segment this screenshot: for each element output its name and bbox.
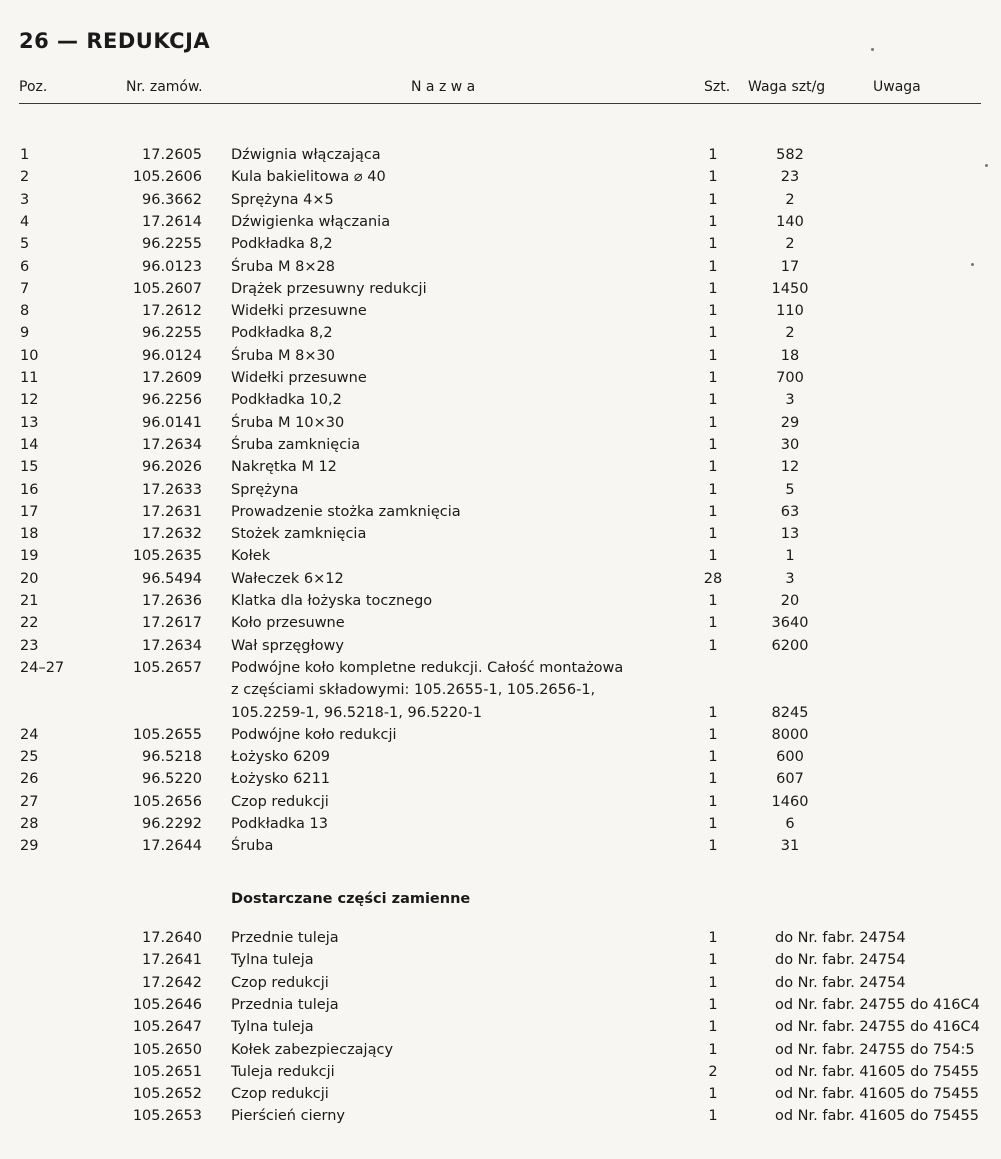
cell-uwaga: od Nr. fabr. 41605 do 75455	[775, 1108, 979, 1125]
cell-szt: 1	[708, 191, 718, 208]
cell-waga: 6200	[771, 637, 809, 654]
header-szt: Szt.	[704, 79, 731, 95]
cell-szt: 1	[708, 303, 718, 320]
page-title: 26 — REDUKCJA	[19, 29, 211, 53]
cell-szt: 1	[708, 593, 718, 609]
cell-nazwa: Tylna tuleja	[231, 1019, 314, 1036]
cell-poz: 18	[20, 526, 39, 543]
cell-nr: 105.2635	[132, 548, 202, 565]
spares-heading: Dostarczane części zamienne	[231, 891, 471, 907]
cell-poz: 22	[20, 615, 39, 632]
cell-nr: 96.2255	[142, 325, 202, 342]
cell-nazwa: Tuleja redukcji	[231, 1063, 335, 1080]
cell-nazwa: Stożek zamknięcia	[231, 526, 367, 543]
cell-szt: 1	[708, 615, 718, 632]
cell-poz: 14	[20, 436, 39, 453]
cell-szt: 28	[703, 570, 723, 587]
cell-szt: 1	[708, 258, 718, 275]
cell-waga: 29	[780, 414, 800, 431]
spare-row	[0, 994, 1001, 1016]
cell-szt: 1	[708, 771, 718, 788]
table-row	[0, 813, 1001, 835]
cell-uwaga: od Nr. fabr. 41605 do 75455	[775, 1086, 979, 1103]
table-row	[0, 791, 1001, 813]
cell-waga: 110	[776, 303, 804, 320]
cell-poz: 5	[20, 236, 30, 253]
spare-row	[0, 1083, 1001, 1105]
cell-uwaga: do Nr. fabr. 24754	[775, 930, 906, 946]
table-row	[0, 322, 1001, 344]
cell-waga: 582	[776, 147, 804, 163]
cell-szt: 1	[708, 1041, 718, 1058]
cell-poz: 8	[20, 303, 30, 320]
cell-nr: 96.3662	[142, 191, 202, 208]
cell-poz: 23	[20, 637, 39, 654]
cell-poz: 28	[20, 816, 39, 832]
cell-nazwa: Podkładka 8,2	[231, 325, 333, 342]
cell-nr: 96.0124	[142, 347, 202, 364]
cell-waga: 3	[785, 570, 795, 587]
cell-uwaga: od Nr. fabr. 24755 do 754:5	[775, 1041, 975, 1058]
cell-nazwa: Czop redukcji	[231, 974, 329, 991]
header-waga: Waga szt/g	[748, 79, 826, 95]
cell-szt: 1	[708, 793, 718, 810]
cell-nr: 17.2617	[142, 615, 202, 632]
table-row	[0, 434, 1001, 456]
cell-szt: 1	[708, 370, 718, 386]
cell-szt: 1	[708, 280, 718, 297]
cell-poz: 17	[20, 503, 39, 520]
cell-poz: 13	[20, 414, 39, 431]
cell-nazwa: Koło przesuwne	[231, 615, 345, 632]
cell-waga: 600	[776, 749, 804, 766]
table-row	[0, 702, 1001, 724]
cell-waga: 2	[785, 191, 795, 208]
cell-nr: 17.2631	[142, 503, 202, 520]
spare-row	[0, 949, 1001, 971]
table-row	[0, 612, 1001, 634]
spare-row	[0, 972, 1001, 994]
cell-nazwa: Sprężyna	[231, 481, 299, 498]
cell-waga: 607	[776, 771, 804, 788]
cell-szt: 1	[708, 347, 718, 364]
cell-waga: 17	[780, 258, 800, 275]
cell-waga: 12	[780, 459, 800, 476]
cell-nr: 17.2641	[142, 952, 202, 969]
cell-szt: 1	[708, 392, 718, 409]
cell-szt: 1	[708, 952, 718, 969]
cell-nazwa: Śruba zamknięcia	[231, 436, 361, 453]
cell-nr: 105.2647	[132, 1019, 202, 1036]
table-row	[0, 657, 1001, 679]
cell-waga: 1460	[771, 793, 809, 810]
table-row	[0, 479, 1001, 501]
cell-waga: 13	[780, 526, 800, 543]
cell-szt: 1	[708, 726, 718, 743]
spare-row	[0, 1105, 1001, 1127]
table-row	[0, 412, 1001, 434]
cell-nazwa: Przednia tuleja	[231, 996, 339, 1013]
cell-szt: 1	[708, 236, 718, 253]
cell-poz: 24–27	[20, 659, 65, 676]
spare-row	[0, 1016, 1001, 1038]
cell-waga: 18	[780, 347, 800, 364]
cell-nazwa: Klatka dla łożyska tocznego	[231, 593, 433, 609]
table-row	[0, 278, 1001, 300]
cell-szt: 1	[708, 838, 718, 855]
table-row	[0, 367, 1001, 389]
cell-szt: 1	[708, 436, 718, 453]
cell-waga: 23	[780, 169, 800, 186]
table-row	[0, 746, 1001, 768]
cell-szt: 1	[708, 996, 718, 1013]
cell-nazwa: Widełki przesuwne	[231, 370, 367, 386]
header-nazwa: N a z w a	[411, 79, 476, 95]
cell-poz: 7	[20, 280, 30, 297]
table-row	[0, 835, 1001, 857]
table-row	[0, 501, 1001, 523]
cell-nr: 17.2640	[142, 930, 202, 946]
cell-nazwa: z częściami składowymi: 105.2655-1, 105.2656-1,	[231, 682, 596, 699]
cell-nazwa: Dźwignia włączająca	[231, 147, 381, 163]
cell-nazwa: Podkładka 10,2	[231, 392, 342, 409]
table-row	[0, 523, 1001, 545]
cell-szt: 1	[708, 749, 718, 766]
cell-nazwa: Łożysko 6209	[231, 749, 331, 766]
cell-nr: 105.2606	[132, 169, 202, 186]
cell-nr: 96.2026	[142, 459, 202, 476]
cell-nazwa: Wałeczek 6×12	[231, 570, 344, 587]
cell-uwaga: do Nr. fabr. 24754	[775, 952, 906, 969]
cell-nazwa: Widełki przesuwne	[231, 303, 367, 320]
cell-waga: 1450	[771, 280, 809, 297]
cell-waga: 20	[780, 593, 800, 609]
table-row	[0, 256, 1001, 278]
table-row	[0, 456, 1001, 478]
cell-waga: 8245	[771, 704, 809, 721]
cell-szt: 1	[708, 1086, 718, 1103]
cell-nr: 105.2657	[132, 659, 202, 676]
table-row	[0, 300, 1001, 322]
print-speck	[971, 263, 974, 266]
cell-waga: 2	[785, 325, 795, 342]
cell-nr: 17.2605	[142, 147, 202, 163]
cell-waga: 3	[785, 392, 795, 409]
cell-nazwa: Podkładka 8,2	[231, 236, 333, 253]
cell-nr: 17.2614	[142, 213, 202, 230]
cell-nr: 96.2255	[142, 236, 202, 253]
cell-uwaga: od Nr. fabr. 24755 do 416C4	[775, 1019, 980, 1036]
cell-poz: 11	[20, 370, 39, 386]
cell-nazwa: Podwójne koło kompletne redukcji. Całość montażowa	[231, 659, 624, 676]
cell-waga: 8000	[771, 726, 809, 743]
table-row	[0, 211, 1001, 233]
cell-nr: 96.5218	[142, 749, 202, 766]
cell-nazwa: Prowadzenie stożka zamknięcia	[231, 503, 461, 520]
cell-szt: 1	[708, 1019, 718, 1036]
cell-nr: 105.2651	[132, 1063, 202, 1080]
cell-nr: 105.2652	[132, 1086, 202, 1103]
table-row	[0, 189, 1001, 211]
cell-nr: 105.2656	[132, 793, 202, 810]
table-row	[0, 166, 1001, 188]
cell-szt: 1	[708, 974, 718, 991]
cell-nr: 105.2655	[132, 726, 202, 743]
header-poz: Poz.	[19, 79, 48, 95]
cell-szt: 1	[708, 169, 718, 186]
cell-nazwa: Czop redukcji	[231, 793, 329, 810]
cell-nazwa: Przednie tuleja	[231, 930, 339, 946]
cell-waga: 30	[780, 436, 800, 453]
cell-waga: 5	[785, 481, 795, 498]
table-row	[0, 345, 1001, 367]
print-speck	[871, 48, 874, 51]
cell-poz: 21	[20, 593, 39, 609]
cell-nazwa: Pierścień cierny	[231, 1108, 346, 1125]
cell-waga: 2	[785, 236, 795, 253]
table-row	[0, 590, 1001, 612]
cell-szt: 2	[708, 1063, 718, 1080]
cell-nazwa: Śruba M 8×30	[231, 347, 335, 364]
cell-waga: 700	[776, 370, 804, 386]
cell-poz: 26	[20, 771, 39, 788]
cell-uwaga: do Nr. fabr. 24754	[775, 974, 906, 991]
cell-szt: 1	[708, 325, 718, 342]
cell-nazwa: Kula bakielitowa ⌀ 40	[231, 169, 386, 186]
header-uwaga: Uwaga	[873, 79, 921, 95]
cell-nr: 105.2653	[132, 1108, 202, 1125]
cell-nazwa: Kołek	[231, 548, 271, 565]
cell-nr: 96.5494	[142, 570, 202, 587]
cell-uwaga: od Nr. fabr. 41605 do 75455	[775, 1063, 979, 1080]
cell-szt: 1	[708, 213, 718, 230]
cell-poz: 15	[20, 459, 39, 476]
cell-poz: 4	[20, 213, 30, 230]
cell-waga: 6	[785, 816, 795, 832]
cell-nazwa: Podkładka 13	[231, 816, 328, 832]
cell-szt: 1	[708, 459, 718, 476]
cell-nr: 105.2650	[132, 1041, 202, 1058]
cell-waga: 140	[776, 213, 804, 230]
table-row	[0, 545, 1001, 567]
spare-row	[0, 1039, 1001, 1061]
cell-nr: 17.2634	[142, 436, 202, 453]
table-row	[0, 635, 1001, 657]
cell-szt: 1	[708, 637, 718, 654]
cell-poz: 16	[20, 481, 39, 498]
cell-szt: 1	[708, 147, 718, 163]
cell-nazwa: Dźwigienka włączania	[231, 213, 391, 230]
cell-poz: 29	[20, 838, 39, 855]
table-row	[0, 389, 1001, 411]
cell-szt: 1	[708, 503, 718, 520]
cell-nr: 17.2636	[142, 593, 202, 609]
cell-nazwa: 105.2259-1, 96.5218-1, 96.5220-1	[231, 704, 482, 721]
cell-nr: 96.5220	[142, 771, 202, 788]
cell-nr: 17.2634	[142, 637, 202, 654]
cell-szt: 1	[708, 930, 718, 946]
cell-nr: 105.2646	[132, 996, 202, 1013]
table-row	[0, 233, 1001, 255]
cell-nazwa: Kołek zabezpieczający	[231, 1041, 394, 1058]
cell-waga: 1	[785, 548, 795, 565]
cell-szt: 1	[708, 704, 718, 721]
cell-nr: 17.2612	[142, 303, 202, 320]
cell-szt: 1	[708, 1108, 718, 1125]
cell-poz: 1	[20, 147, 30, 163]
spare-row	[0, 1061, 1001, 1083]
cell-nr: 17.2644	[142, 838, 202, 855]
cell-nazwa: Tylna tuleja	[231, 952, 314, 969]
cell-poz: 24	[20, 726, 39, 743]
cell-nazwa: Łożysko 6211	[231, 771, 331, 788]
cell-poz: 3	[20, 191, 30, 208]
cell-poz: 27	[20, 793, 39, 810]
table-row	[0, 768, 1001, 790]
cell-poz: 20	[20, 570, 39, 587]
cell-poz: 12	[20, 392, 39, 409]
cell-nazwa: Drążek przesuwny redukcji	[231, 280, 427, 297]
cell-waga: 63	[780, 503, 800, 520]
table-row	[0, 568, 1001, 590]
cell-nazwa: Podwójne koło redukcji	[231, 726, 397, 743]
cell-nazwa: Śruba M 8×28	[231, 258, 335, 275]
cell-poz: 10	[20, 347, 39, 364]
cell-szt: 1	[708, 414, 718, 431]
cell-nazwa: Śruba	[231, 838, 274, 855]
cell-szt: 1	[708, 816, 718, 832]
cell-poz: 19	[20, 548, 39, 565]
cell-nazwa: Nakrętka M 12	[231, 459, 337, 476]
spare-row	[0, 927, 1001, 949]
cell-uwaga: od Nr. fabr. 24755 do 416C4	[775, 996, 980, 1013]
cell-szt: 1	[708, 526, 718, 543]
cell-poz: 9	[20, 325, 30, 342]
cell-nr: 96.2256	[142, 392, 202, 409]
cell-nr: 96.0123	[142, 258, 202, 275]
cell-poz: 25	[20, 749, 39, 766]
cell-nazwa: Czop redukcji	[231, 1086, 329, 1103]
cell-nr: 17.2633	[142, 481, 202, 498]
cell-szt: 1	[708, 481, 718, 498]
cell-nr: 96.2292	[142, 816, 202, 832]
cell-nazwa: Wał sprzęgłowy	[231, 637, 344, 654]
header-nr: Nr. zamów.	[126, 79, 203, 95]
cell-nazwa: Sprężyna 4×5	[231, 191, 334, 208]
cell-szt: 1	[708, 548, 718, 565]
cell-poz: 2	[20, 169, 30, 186]
print-speck	[985, 164, 988, 167]
cell-nr: 96.0141	[142, 414, 202, 431]
table-row	[0, 144, 1001, 166]
cell-nazwa: Śruba M 10×30	[231, 414, 345, 431]
cell-waga: 3640	[771, 615, 809, 632]
cell-poz: 6	[20, 258, 30, 275]
cell-nr: 17.2632	[142, 526, 202, 543]
cell-nr: 17.2642	[142, 974, 202, 991]
table-row	[0, 724, 1001, 746]
header-divider	[19, 103, 981, 104]
cell-nr: 105.2607	[132, 280, 202, 297]
cell-nr: 17.2609	[142, 370, 202, 386]
cell-waga: 31	[780, 838, 800, 855]
table-row	[0, 679, 1001, 701]
